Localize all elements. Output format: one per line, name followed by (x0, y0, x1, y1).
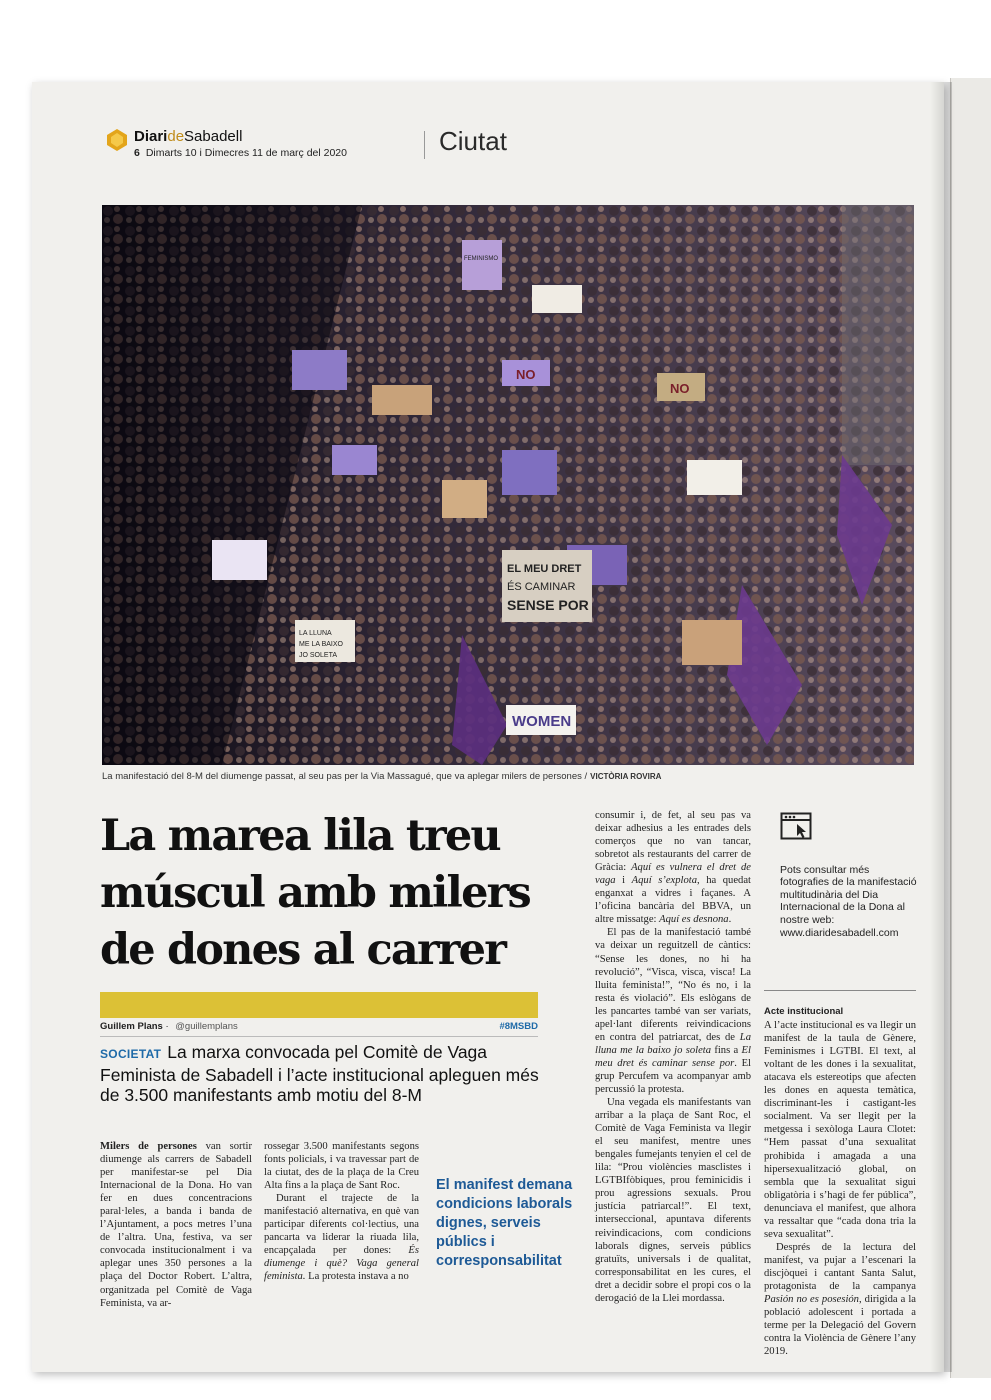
protest-sign (682, 620, 742, 665)
svg-text:EL MEU DRET: EL MEU DRET (507, 563, 582, 575)
crowd-illustration (102, 205, 914, 765)
author-handle[interactable]: @guillemplans (175, 1021, 238, 1032)
photo-credit: VICTÒRIA ROVIRA (590, 772, 662, 781)
protest-sign (442, 480, 487, 518)
sidebar-rule (764, 990, 916, 991)
paragraph: Una vegada els manifestants van arribar a la plaça de Sant Roc, el Comitè de Vaga Feminista va llegir el seu manifest, mentre unes bengales fumejants tenyien el cel de lila: “Prou violències masclistes i LGTBIfòbiques, prou feminicidis i prou agressions sexuals. Prou justícia patriarcal!”. El text, interseccional, apuntava diferents reivindicacions, com condicions laborals dignes, serveis públics gratuïts, universals i de qualitat, corresponsabilitat en les cures, el dret a decidir sobre el propi cos o la derogació de la Llei mordassa. (595, 1097, 751, 1304)
svg-text:NO: NO (670, 381, 690, 396)
web-promo-box[interactable] (780, 812, 920, 939)
diari-logo-icon (107, 129, 127, 151)
svg-text:ÉS CAMINAR: ÉS CAMINAR (507, 581, 576, 593)
protest-sign (332, 445, 377, 475)
subhead: Acte institucional (764, 1006, 844, 1017)
masthead-brand: DiarideSabadell (134, 128, 243, 145)
standfirst-text: La marxa convocada pel Comitè de Vaga Feminista de Sabadell i l’acte institucional apleguen més de 3.500 manifestants amb motiu del 8-M (100, 1042, 539, 1105)
protest-sign (532, 285, 582, 313)
page-number: 6 (134, 147, 140, 159)
protest-sign (372, 385, 432, 415)
svg-text:SENSE POR: SENSE POR (507, 597, 589, 613)
body-column-1 (100, 1140, 252, 1310)
body-column-2 (264, 1140, 419, 1284)
section-divider (424, 131, 425, 159)
web-promo-text: Pots consultar més fotografies de la manifestació multitudinària del Dia Internacional de la Dona al nostre web: www.diaridesabadell.com (780, 863, 917, 939)
svg-text:ME LA BAIXO: ME LA BAIXO (299, 641, 343, 648)
sign-la-lluna (295, 620, 355, 662)
sign-women (506, 705, 576, 735)
protest-sign (212, 540, 267, 580)
photo-caption (102, 771, 914, 782)
hashtag[interactable]: #8MSBD (499, 1021, 538, 1032)
paragraph: Durant el trajecte de la manifestació alternativa, en què van participar diferents col·lectius, una pancarta va liderar la riuada lila, encapçalada per dones: És diumenge i què? Vaga general feminista. La protesta instava a no (264, 1193, 419, 1283)
caption-text: La manifestació del 8-M del diumenge passat, al seu pas per la Via Massagué, que va aplegar milers de persones / (102, 771, 588, 782)
accent-bar (100, 992, 538, 1018)
svg-text:LA LLUNA: LA LLUNA (299, 630, 332, 637)
sign-no (502, 360, 550, 386)
article-headline: La marea lila treu múscul amb milers de dones al carrer (100, 811, 530, 975)
paragraph: A l’acte institucional es va llegir un manifest de la taula de Gènere, Feminismes i LGTBI. El text, al voltant de les dones i la sexualitat, atacava els estereotips que afecten les dones en aquesta temàtica, discriminant-les i castigant-les socialment. Va ser llegit per la metgessa i sexòloga Laura Clotet: “Hem passat d’una sexualitat prohibida i amagada a una hipersexualització global, on sembla que la sexualitat sigui obligatòria i s’hagi de fer pública”, denunciava el manifest, que alhora va ressaltar que “cada dona tria la seva sexualitat”. (764, 1020, 916, 1240)
protest-sign (687, 460, 742, 495)
svg-text:NO: NO (516, 367, 536, 382)
sign-no-2 (657, 373, 705, 401)
sign-el-meu-dret (502, 550, 592, 622)
paragraph: El pas de la manifestació també va deixar un reguitzell de càntics: “Sense les dones, no hi ha revolució”, “Visca, visca, visca! La lluita feminista!”, “No és no, i la resta és violació”. Els eslògans de les pancartes també van ser variats, apel·lant diferents reivindicacions en contra del patriarcat, des de La lluna me la baixo jo soleta fins a El meu dret és caminar sense por. El grup Percufem va acompanyar amb percussió la protesta. (595, 927, 751, 1095)
issue-date: Dimarts 10 i Dimecres 11 de març del 2020 (145, 147, 347, 159)
author-name: Guillem Plans (100, 1021, 163, 1032)
protest-sign (292, 350, 347, 390)
crowd-photo (102, 205, 914, 765)
adjacent-page-edge (950, 78, 991, 1378)
issue-line (134, 147, 347, 159)
paragraph: Milers de persones van sortir diumenge als carrers de Sabadell per manifestar-se pel Dia Internacional de la Dona. Ho van fer en dues concentracions paral·leles, a banda i banda de l’Ajuntament, a pocs metres l’una de l’altra. Una, festiva, va ser convocada institucionalment i va aplegar unes 350 persones a la plaça del Doctor Robert. L’altra, organitzada pel Comitè de Vaga Feminista, va ar- (100, 1141, 252, 1309)
paragraph: Després de la lectura del manifest, va pujar a l’escenari la discjòquei i cantant Santa Salut, protagonista de la campanya Pasión no es posesión, dirigida a la població adolescent i portada a terme per la Delegació del Govern contra la Violència de Gènere l’any 2019. (764, 1241, 916, 1358)
byline-separator: · (165, 1021, 169, 1032)
browser-window-icon (780, 812, 812, 840)
body-column-4 (764, 1005, 916, 1358)
protest-sign (502, 450, 557, 495)
page-gutter-shadow (930, 82, 952, 1372)
paragraph: consumir i, de fet, al seu pas va deixar adhesius a les entrades dels comerços que no van tancar, sobretot als restaurants del carrer de Gràcia: Aquí es vulnera el dret de vaga i Aquí s’explota, ha quedat enganxat a vidres i façanes. A l’oficina bancària del BBVA, un altre missatge: Aquí es desnona. (595, 810, 751, 926)
sign-feminismo (462, 240, 502, 290)
section-title: Ciutat (439, 126, 507, 156)
paragraph: rossegar 3.500 manifestants segons fonts policials, i va travessar part de la ciutat, des de la plaça de la Creu Alta fins a la plaça de Sant Roc. (264, 1141, 419, 1192)
svg-text:FEMINISMO: FEMINISMO (464, 256, 498, 262)
section-tag: SOCIETAT (100, 1047, 162, 1061)
standfirst (100, 1042, 540, 1106)
svg-text:WOMEN: WOMEN (512, 713, 572, 730)
body-column-3 (595, 809, 751, 1305)
svg-text:JO SOLETA: JO SOLETA (299, 652, 337, 659)
byline (100, 1021, 538, 1032)
byline-rule (100, 1036, 538, 1037)
pull-quote: El manifest demana condicions laborals dignes, serveis públics i corresponsabilitat (436, 1177, 573, 1269)
